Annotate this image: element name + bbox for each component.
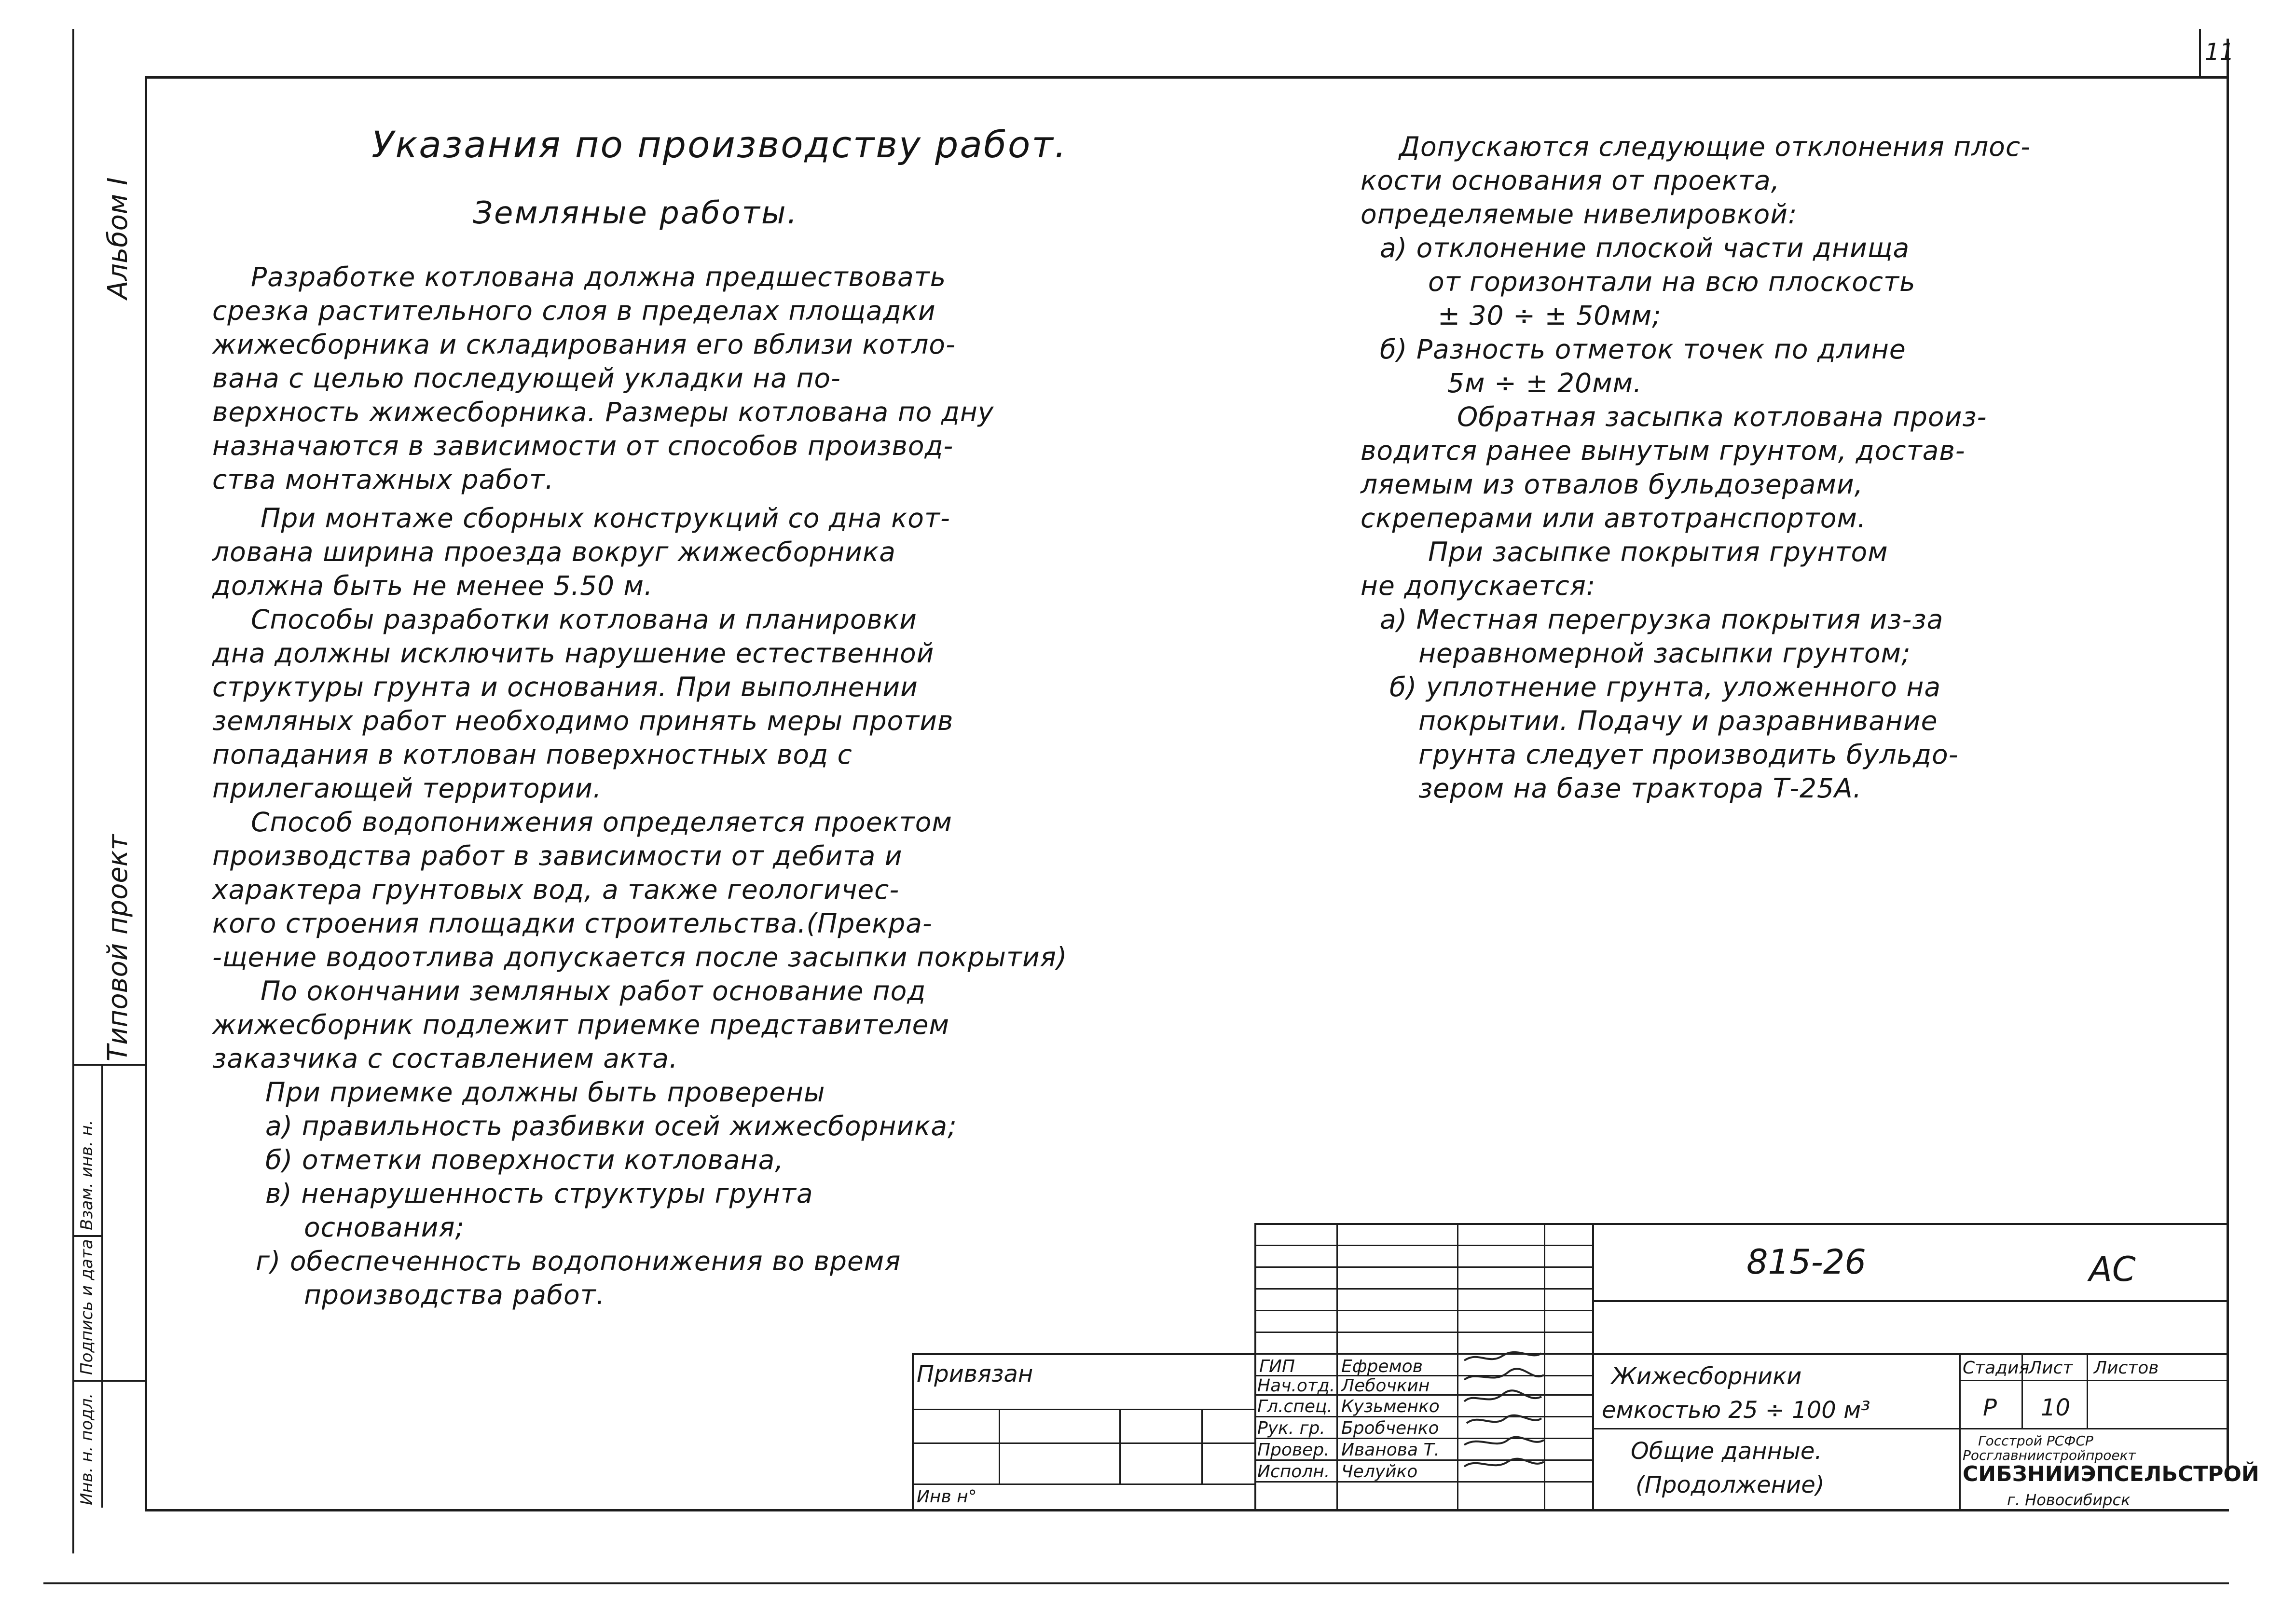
- tb-name: Челуйко: [1341, 1462, 1418, 1482]
- left-line: характера грунтовых вод, а также геологичес-: [212, 874, 900, 905]
- side-strip-divider-2: [72, 1380, 145, 1382]
- frame-bottom-outer: [43, 1582, 2229, 1584]
- tb-sheet-label: Лист: [2029, 1358, 2073, 1378]
- tb-grid-hline: [1254, 1288, 1592, 1290]
- right-line: водится ранее вынутым грунтом, достав-: [1361, 435, 1966, 466]
- tb-inv-label: Инв н°: [917, 1487, 977, 1507]
- left-line: должна быть не менее 5.50 м.: [212, 570, 653, 601]
- side-field-signature: Подпись и дата: [77, 1239, 96, 1375]
- frame-bottom: [145, 1509, 2229, 1511]
- tb-linked-h2: [912, 1442, 1254, 1444]
- tb-linked-label: Привязан: [917, 1360, 1033, 1387]
- tb-linked-h3: [912, 1483, 1254, 1485]
- tb-object-line1: Жижесборники: [1611, 1363, 1802, 1390]
- tb-name: Иванова Т.: [1341, 1440, 1440, 1460]
- tb-grid-hline: [1254, 1245, 1592, 1246]
- tb-name: Кузьменко: [1341, 1397, 1440, 1416]
- right-line: зером на базе трактора Т-25А.: [1418, 773, 1862, 804]
- left-line: Разработке котлована должна предшествовать: [251, 261, 947, 292]
- right-line: ляемым из отвалов бульдозерами,: [1361, 469, 1864, 500]
- tb-linked-v1: [999, 1409, 1000, 1483]
- tb-code-left-line: [1592, 1223, 1594, 1510]
- right-line: ± 30 ÷ ± 50мм;: [1438, 300, 1662, 331]
- right-line: б) Разность отметок точек по длине: [1380, 334, 1906, 365]
- right-line: При засыпке покрытия грунтом: [1428, 536, 1888, 567]
- right-line: 5м ÷ ± 20мм.: [1447, 368, 1642, 398]
- right-line: кости основания от проекта,: [1361, 165, 1780, 196]
- tb-role: Провер.: [1257, 1440, 1330, 1460]
- left-line: При монтаже сборных конструкций со дна кот-: [261, 503, 950, 534]
- right-line: а) Местная перегрузка покрытия из-за: [1380, 604, 1944, 635]
- tb-stage-v2: [2087, 1353, 2088, 1428]
- sheet-number: 11: [2205, 39, 2235, 66]
- left-line: Способы разработки котлована и планировки: [251, 604, 917, 635]
- left-line: в) ненарушенность структуры грунта: [265, 1178, 813, 1209]
- tb-top-line: [1254, 1223, 2229, 1225]
- left-line: верхность жижесборника. Размеры котлована по дну: [212, 397, 994, 427]
- page-subtitle: Земляные работы.: [473, 195, 798, 231]
- tb-linked-v3: [1201, 1409, 1203, 1483]
- side-field-inv: Инв. н. подл.: [77, 1393, 96, 1505]
- left-line: жижесборник подлежит приемке представителем: [212, 1009, 949, 1040]
- tb-grid-hline: [1254, 1332, 1592, 1333]
- right-line: а) отклонение плоской части днища: [1380, 233, 1910, 263]
- left-line: попадания в котлован поверхностных вод с: [212, 739, 852, 770]
- side-strip-divider-3: [72, 1235, 101, 1237]
- tb-role: Рук. гр.: [1257, 1418, 1325, 1438]
- tb-grid-hline: [1254, 1310, 1592, 1311]
- tb-linked-left: [912, 1353, 914, 1510]
- side-field-replacement: Взам. инв. н.: [77, 1120, 96, 1230]
- left-line: срезка растительного слоя в пределах площадки: [212, 295, 936, 326]
- side-strip-right-line: [101, 1064, 103, 1508]
- side-strip-divider-1: [72, 1064, 145, 1066]
- page-title: Указания по производству работ.: [371, 123, 1068, 166]
- tb-linked-h1: [912, 1409, 1254, 1410]
- tb-sheet-value: 10: [2041, 1394, 2071, 1421]
- tb-name: Лебочкин: [1341, 1376, 1430, 1396]
- tb-name: Ефремов: [1341, 1357, 1423, 1376]
- tb-code: 815-26: [1746, 1242, 1866, 1282]
- tb-object-mid: [1592, 1428, 1959, 1429]
- left-line: -щение водоотлива допускается после засыпки покрытия): [212, 942, 1068, 973]
- right-line: скреперами или автотранспортом.: [1361, 503, 1867, 534]
- left-line: назначаются в зависимости от способов производ-: [212, 430, 954, 461]
- tb-org-line3: СИБЗНИИЭПСЕЛЬСТРОЙ: [1963, 1462, 2259, 1486]
- right-line: б) уплотнение грунта, уложенного на: [1389, 672, 1941, 702]
- left-line: производства работ.: [304, 1279, 605, 1310]
- tb-grid-hline: [1254, 1266, 1592, 1268]
- left-line: жижесборника и складирования его вблизи котло-: [212, 329, 956, 360]
- tb-stage-hline1: [1959, 1380, 2229, 1381]
- tb-org-line4: г. Новосибирск: [2007, 1491, 2131, 1509]
- left-line: По окончании земляных работ основание под: [261, 975, 926, 1006]
- left-line: земляных работ необходимо принять меры против: [212, 705, 954, 736]
- right-line: Допускаются следующие отклонения плос-: [1399, 131, 2031, 162]
- left-line: основания;: [304, 1212, 465, 1243]
- tb-object-right: [1959, 1353, 1961, 1510]
- left-line: кого строения площадки строительства.(Прекра-: [212, 908, 933, 939]
- tb-sheet-title-line1: Общие данные.: [1631, 1438, 1822, 1465]
- tb-stage-value: Р: [1983, 1394, 1997, 1421]
- tb-sheets-label: Листов: [2094, 1358, 2159, 1378]
- frame-left-outer: [72, 29, 74, 1553]
- frame-top: [145, 76, 2229, 79]
- tb-name: Бробченко: [1341, 1418, 1439, 1438]
- right-line: покрытии. Подачу и разравнивание: [1418, 705, 1938, 736]
- left-line: Способ водопонижения определяется проектом: [251, 807, 952, 838]
- right-line: Обратная засыпка котлована произ-: [1457, 401, 1987, 432]
- tb-code-bottom: [1592, 1300, 2229, 1302]
- frame-left: [145, 76, 147, 1509]
- tb-sheet-title-line2: (Продолжение): [1636, 1471, 1825, 1498]
- left-line: дна должны исключить нарушение естественной: [212, 638, 935, 669]
- tb-stage-hline2: [1959, 1428, 2229, 1429]
- left-line: а) правильность разбивки осей жижесборника;: [265, 1111, 957, 1141]
- left-line: прилегающей территории.: [212, 773, 602, 804]
- right-line: определяемые нивелировкой:: [1361, 199, 1798, 230]
- left-line: заказчика с составлением акта.: [212, 1043, 678, 1074]
- left-line: производства работ в зависимости от дебита и: [212, 840, 903, 871]
- sheet-number-box-left: [2199, 29, 2201, 77]
- tb-part: АС: [2089, 1250, 2136, 1289]
- tb-role: ГИП: [1259, 1357, 1295, 1376]
- tb-stage-label: Стадия: [1963, 1358, 2030, 1378]
- tb-object-line2: емкостью 25 ÷ 100 м³: [1602, 1397, 1870, 1424]
- left-line: лована ширина проезда вокруг жижесборника: [212, 536, 896, 567]
- tb-linked-top: [912, 1353, 1254, 1355]
- tb-org-line2: Росглавниистройпроект: [1963, 1447, 2136, 1463]
- left-line: структуры грунта и основания. При выполнении: [212, 672, 918, 702]
- right-line: от горизонтали на всю плоскость: [1428, 266, 1916, 297]
- side-project-type: Типовой проект: [102, 834, 134, 1061]
- tb-object-top: [1592, 1353, 2229, 1355]
- left-line: вана с целью последующей укладки на по-: [212, 363, 841, 394]
- frame-right: [2227, 39, 2229, 1481]
- left-line: При приемке должны быть проверены: [265, 1077, 825, 1108]
- side-album: Альбом I: [102, 177, 134, 299]
- tb-org-line1: Госстрой РСФСР: [1978, 1433, 2093, 1449]
- left-line: г) обеспеченность водопонижения во время: [256, 1246, 901, 1277]
- right-line: неравномерной засыпки грунтом;: [1418, 638, 1911, 669]
- left-line: б) отметки поверхности котлована,: [265, 1144, 784, 1175]
- tb-linked-v2: [1119, 1409, 1121, 1483]
- signature-scribbles: [1459, 1346, 1546, 1486]
- right-line: не допускается:: [1361, 570, 1596, 601]
- tb-role: Нач.отд.: [1257, 1376, 1335, 1396]
- left-line: ства монтажных работ.: [212, 464, 554, 495]
- right-line: грунта следует производить бульдо-: [1418, 739, 1959, 770]
- tb-role: Исполн.: [1257, 1462, 1330, 1482]
- tb-role: Гл.спец.: [1257, 1397, 1333, 1416]
